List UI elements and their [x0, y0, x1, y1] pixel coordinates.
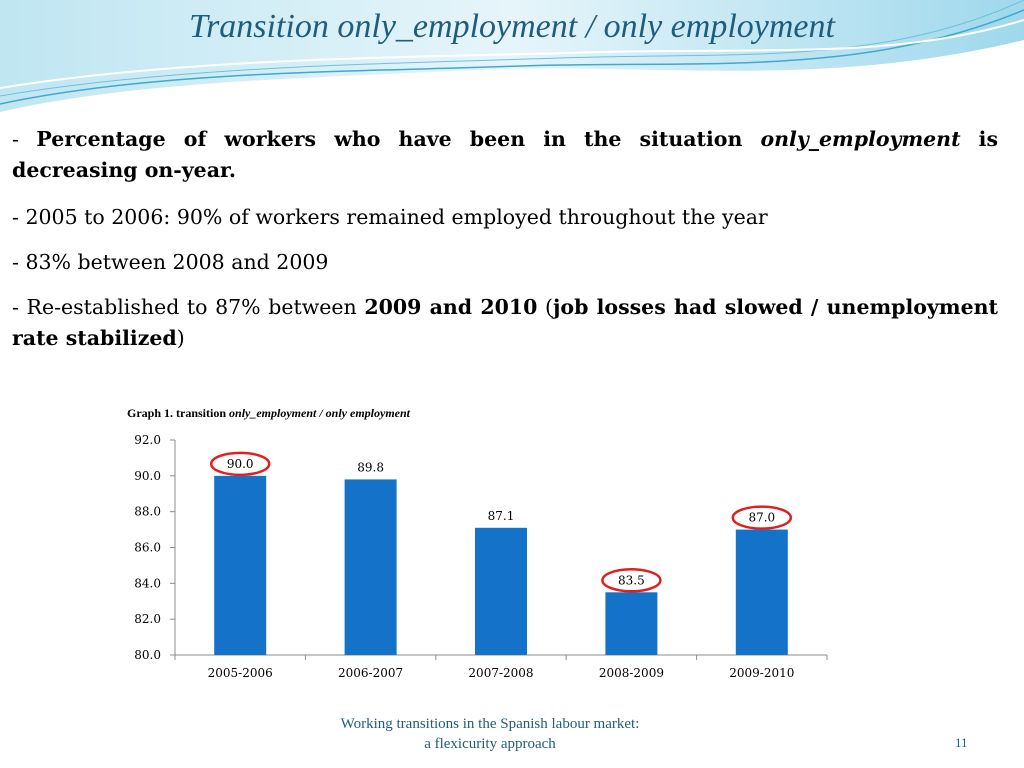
bullet-1-dash: -	[12, 127, 37, 151]
bar-2008-2009	[605, 592, 657, 655]
chart-title-italic: only_employment /	[229, 406, 326, 420]
bullet-4-bold-years: 2009 and 2010	[364, 295, 538, 319]
x-tick-label: 2007-2008	[468, 666, 534, 680]
page-number: 11	[955, 735, 968, 750]
bar-2009-2010	[736, 530, 788, 655]
bullet-4-pre: - Re-established to 87% between	[12, 295, 365, 319]
footer-line-2: a flexicurity approach	[424, 736, 556, 752]
data-label: 83.5	[618, 573, 645, 588]
y-tick-label: 86.0	[134, 540, 161, 555]
chart-title-plain: Graph 1. transition	[127, 406, 230, 420]
bar-2005-2006	[214, 476, 266, 655]
bullet-4-mid: (	[537, 295, 553, 319]
x-tick-label: 2005-2006	[207, 666, 273, 680]
data-label: 89.8	[357, 460, 384, 475]
data-label: 90.0	[226, 456, 254, 471]
data-label: 87.0	[748, 510, 776, 525]
y-tick-label: 92.0	[134, 433, 161, 447]
bullet-4-bold-reason: job losses had slowed / unemployment rate stabilized	[12, 295, 998, 350]
bullet-4-post: )	[176, 326, 185, 350]
bar-2006-2007	[345, 479, 397, 655]
bullet-1-italic: only_employment	[760, 127, 961, 151]
chart-title-italic-2: only employment	[325, 406, 410, 420]
slide-title: Transition only_employment / only employment	[189, 8, 835, 45]
y-tick-label: 84.0	[134, 576, 161, 591]
data-label: 87.1	[487, 508, 515, 523]
footer	[260, 714, 720, 754]
x-tick-label: 2006-2007	[338, 666, 404, 680]
bullet-2: - 2005 to 2006: 90% of workers remained employed throughout the year	[12, 205, 768, 229]
y-tick-label: 90.0	[134, 468, 161, 483]
y-tick-label: 80.0	[134, 648, 161, 662]
bar-2007-2008	[475, 528, 527, 655]
bullet-1-bold: Percentage of workers who have been in the situation	[36, 127, 761, 151]
bullet-1-bold-end: is decreasing on-year.	[12, 127, 998, 182]
y-tick-label: 88.0	[134, 504, 161, 519]
bullet-3: - 83% between 2008 and 2009	[12, 250, 329, 274]
x-tick-label: 2008-2009	[598, 666, 664, 680]
y-tick-label: 82.0	[134, 612, 161, 627]
footer-line-1: Working transitions in the Spanish labour market:	[340, 716, 640, 732]
x-tick-label: 2009-2010	[729, 666, 795, 680]
